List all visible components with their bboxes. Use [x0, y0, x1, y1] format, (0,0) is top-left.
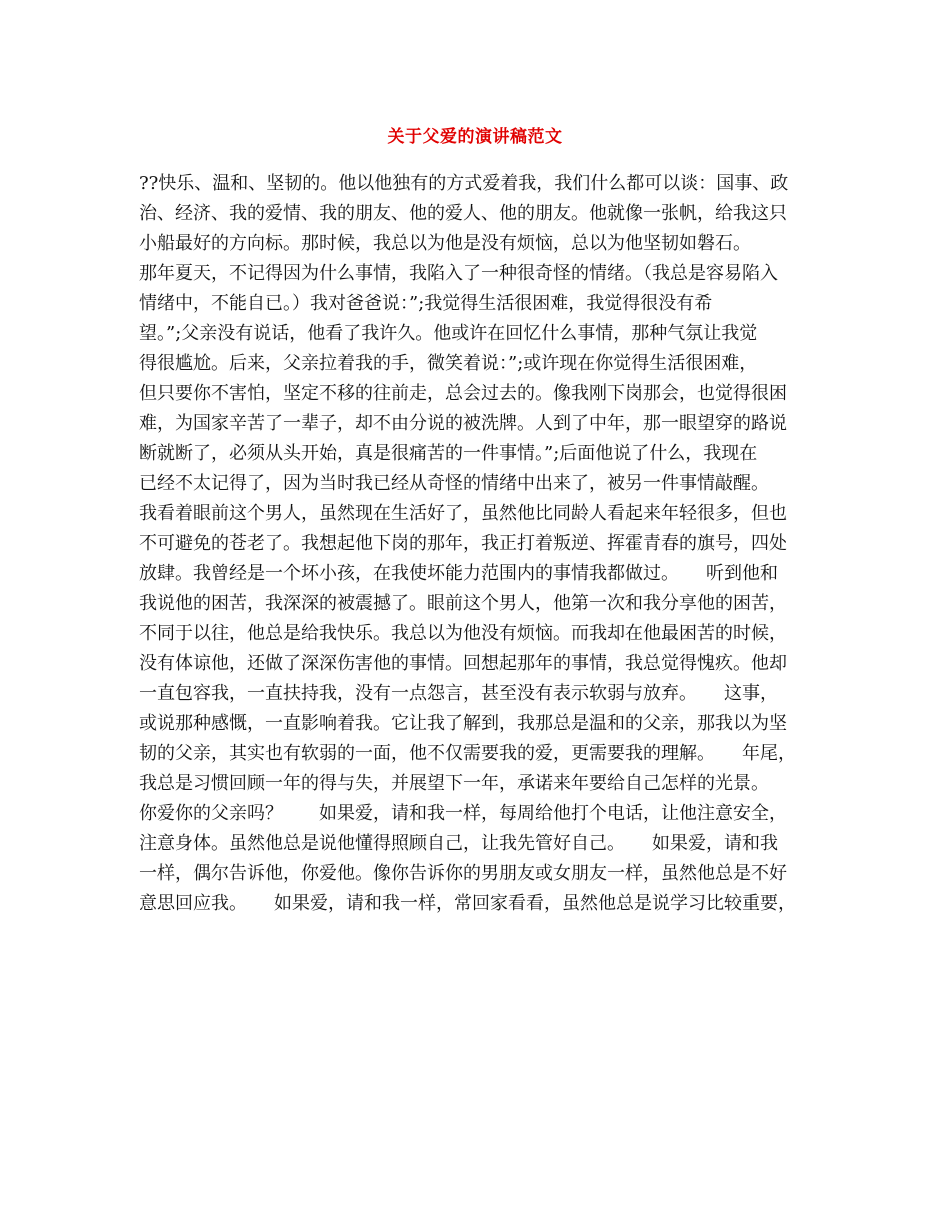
body-line: 小船最好的方向标。那时候，我总以为他是没有烦恼，总以为他坚韧如磐石。: [139, 233, 751, 254]
body-line: 一直包容我，一直扶持我，没有一点怨言，甚至没有表示软弱与放弃。 这事，: [139, 683, 778, 704]
body-line: 或说那种感慨，一直影响着我。它让我了解到，我那总是温和的父亲，那我以为坚: [139, 713, 787, 734]
body-line: 我看着眼前这个男人，虽然现在生活好了，虽然他比同龄人看起来年轻很多，但也: [139, 503, 787, 524]
body-line: 得很尴尬。后来，父亲拉着我的手，微笑着说：”;或许现在你觉得生活很困难，: [139, 353, 758, 374]
body-line: 不同于以往，他总是给我快乐。我总以为他没有烦恼。而我却在他最困苦的时候，: [139, 623, 787, 644]
body-line: 注意身体。虽然他总是说他懂得照顾自己，让我先管好自己。 如果爱，请和我: [139, 833, 778, 854]
body-line: 但只要你不害怕，坚定不移的往前走，总会过去的。像我刚下岗那会，也觉得很困: [139, 383, 787, 404]
body-line: 一样，偶尔告诉他，你爱他。像你告诉你的男朋友或女朋友一样，虽然他总是不好: [139, 863, 787, 884]
body-line: 那年夏天，不记得因为什么事情，我陷入了一种很奇怪的情绪。（我总是容易陷入: [139, 263, 778, 284]
document-body: [139, 169, 819, 919]
body-line: 不可避免的苍老了。我想起他下岗的那年，我正打着叛逆、挥霍青春的旗号，四处: [139, 533, 787, 554]
document-title: 关于父爱的演讲稿范文: [387, 127, 563, 147]
body-line: 你爱你的父亲吗？ 如果爱，请和我一样，每周给他打个电话，让他注意安全，: [139, 803, 787, 824]
body-line: ??快乐、温和、坚韧的。他以他独有的方式爱着我，我们什么都可以谈：国事、政: [139, 173, 789, 194]
body-line: 我说他的困苦，我深深的被震撼了。眼前这个男人，他第一次和我分享他的困苦，: [139, 593, 787, 614]
body-line: 治、经济、我的爱情、我的朋友、他的爱人、他的朋友。他就像一张帆，给我这只: [139, 203, 787, 224]
body-line: 望。”;父亲没有说话，他看了我许久。他或许在回忆什么事情，那种气氛让我觉: [139, 323, 758, 344]
body-line: 情绪中，不能自已。）我对爸爸说：”;我觉得生活很困难，我觉得很没有希: [139, 293, 713, 314]
body-line: 放肆。我曾经是一个坏小孩，在我使坏能力范围内的事情我都做过。 听到他和: [139, 563, 778, 584]
body-line: 难，为国家辛苦了一辈子，却不由分说的被洗牌。人到了中年，那一眼望穿的路说: [139, 413, 787, 434]
body-line: 没有体谅他，还做了深深伤害他的事情。回想起那年的事情，我总觉得愧疚。他却: [139, 653, 787, 674]
body-line: 已经不太记得了，因为当时我已经从奇怪的情绪中出来了，被另一件事情敲醒。: [139, 473, 769, 494]
body-line: 断就断了，必须从头开始，真是很痛苦的一件事情。”;后面他说了什么，我现在: [139, 443, 758, 464]
body-line: 我总是习惯回顾一年的得与失，并展望下一年，承诺来年要给自己怎样的光景。: [139, 773, 769, 794]
body-line: 韧的父亲，其实也有软弱的一面，他不仅需要我的爱，更需要我的理解。 年尾，: [139, 743, 796, 764]
body-line: 意思回应我。 如果爱，请和我一样，常回家看看，虽然他总是说学习比较重要，: [139, 893, 796, 914]
